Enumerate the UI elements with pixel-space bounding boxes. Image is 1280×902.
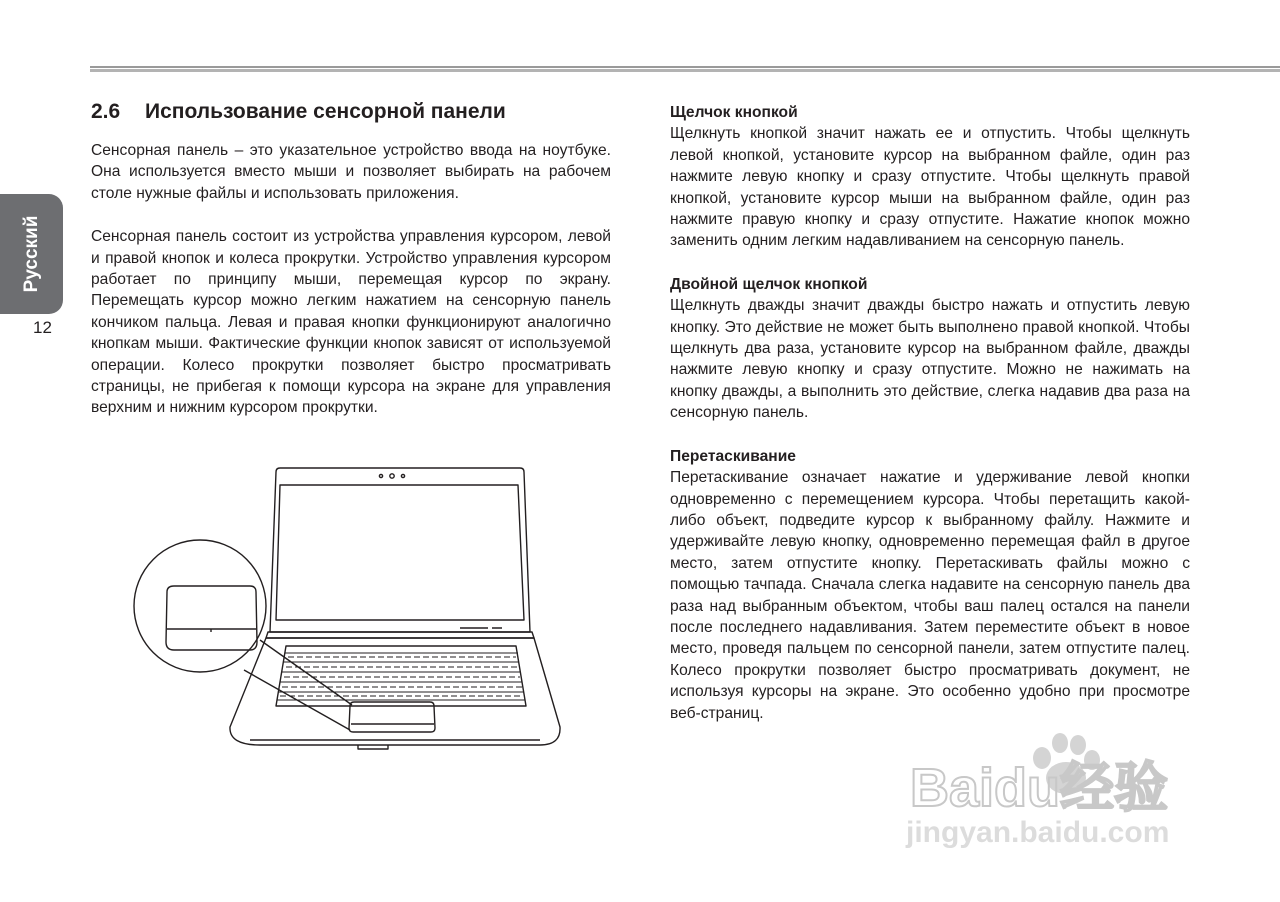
language-tab-label: Русский [20,215,42,293]
header-rule [90,66,1280,72]
webcam-icon [379,474,382,477]
baidu-watermark [900,728,1210,858]
right-column [670,102,1190,746]
intro-paragraph: Сенсорная панель – это указательное устройство ввода на ноутбуке. Она используется вместо мыши и позволяет выбирать на рабочем столе нужные файлы и использовать приложения. [91,142,611,202]
click-text: Щелкнуть кнопкой значит нажать ее и отпустить. Чтобы щелкнуть левой кнопкой, установите курсор на выбранном файле, один раз нажмите левую кнопку и сразу отпустите. Чтобы щелкнуть правой кнопкой, установите курсор мыши на выбранном файле, один раз нажмите правую кнопку и сразу отпустите. Нажатие кнопок можно заменить одним легким надавливанием на сенсорную панель. [670,125,1190,250]
click-heading: Щелчок кнопкой [670,104,798,121]
double-click-block [670,274,1190,424]
section-title [91,100,506,124]
laptop-display [276,485,524,620]
section-title-text: Использование сенсорной панели [145,100,506,123]
drag-text: Перетаскивание означает нажатие и удерживание левой кнопки одновременно с перемещением курсора. Чтобы перетащить какой-либо объект, подведите курсор к выбранному файлу. Нажмите и удерживайте левую кнопку, одновременно перемещая файл в другое место, затем отпустите кнопку. Перетаскивать файлы можно с помощью тачпада. Сначала слегка надавите на сенсорную панель два раза над выбранным объектом, чтобы ваш палец остался на панели после последнего надавливания. Затем переместите объект в новое место, проведя пальцем по сенсорной панели, затем отпустите палец. Колесо прокрутки позволяет быстро просматривать документ, не используя курсоры на экране. Это особенно удобно при просмотре веб-страниц. [670,469,1190,722]
laptop-hinge [266,632,534,638]
left-column [91,140,611,441]
double-click-text: Щелкнуть дважды значит дважды быстро нажать и отпустить левую кнопку. Это действие не может быть выполнено правой кнопкой. Чтобы щелкнуть два раза, установите курсор на выбранном файле, дважды нажмите левую кнопку и сразу отпустите. Можно не нажимать на кнопку дважды, а выполнить это действие, слегка надавив два раза на сенсорную панель. [670,297,1190,422]
double-click-heading: Двойной щелчок кнопкой [670,275,868,293]
section-number: 2.6 [91,100,121,123]
drag-block [670,446,1190,724]
laptop-touchpad-illustration [130,462,570,754]
language-tab [0,194,63,314]
watermark-logo: Baidu经验 [910,758,1169,818]
watermark-url: jingyan.baidu.com [906,816,1170,849]
keyboard [276,646,526,706]
click-block [670,102,1190,252]
laptop-lid [270,468,530,632]
drag-heading: Перетаскивание [670,447,796,465]
page-number: 12 [33,318,52,337]
touchpad-zoom-circle [134,540,266,672]
components-paragraph: Сенсорная панель состоит из устройства управления курсором, левой и правой кнопок и колеса прокрутки. Устройство управления курсором работает по принципу мыши, перемещая курсор по экрану. Перемещать курсор можно легким нажатием на сенсорную панель кончиком пальца. Левая и правая кнопки функционируют аналогично кнопкам мыши. Фактические функции кнопок зависят от используемой операции. Колесо прокрутки позволяет быстро просматривать страницы, не прибегая к помощи курсора на экране для управления верхним и нижним курсором прокрутки. [91,228,611,417]
